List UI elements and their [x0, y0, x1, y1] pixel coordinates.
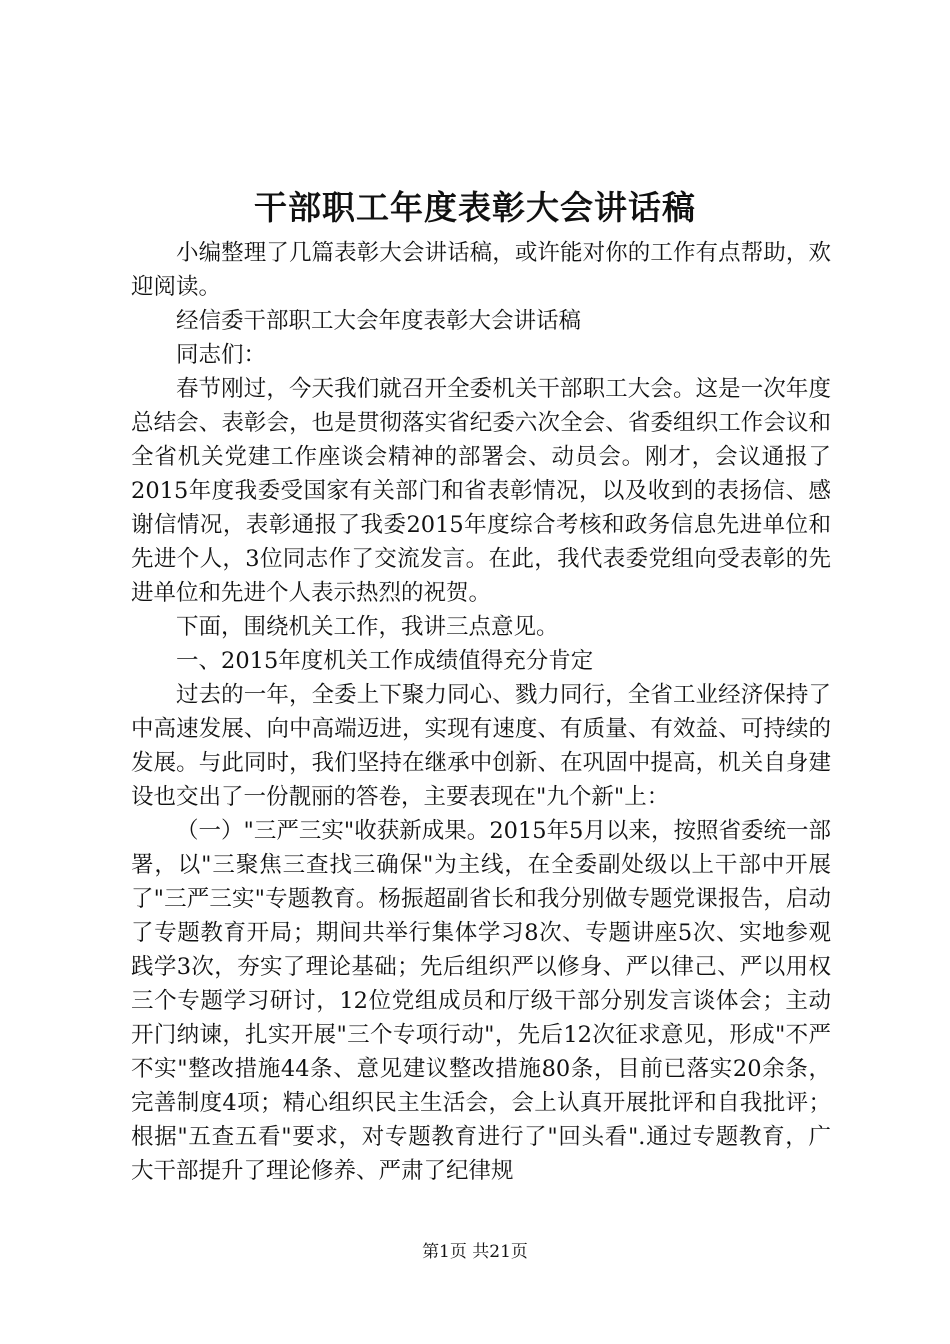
document-body	[131, 236, 831, 1188]
salutation: 同志们：	[176, 342, 267, 368]
speech-heading: 经信委干部职工大会年度表彰大会讲话稿	[176, 308, 582, 334]
body-paragraph: 春节刚过，今天我们就召开全委机关干部职工大会。这是一次年度总结会、表彰会，也是贯彻落实省纪委六次全会、省委组织工作会议和全省机关党建工作座谈会精神的部署会、动员会。刚才，会议通报了2015年度我委受国家有关部门和省表彰情况，以及收到的表扬信、感谢信情况，表彰通报了我委2015年度综合考核和政务信息先进单位和先进个人，3位同志作了交流发言。在此，我代表委党组向受表彰的先进单位和先进个人表示热烈的祝贺。	[131, 376, 831, 606]
page-number-footer: 第1页 共21页	[422, 1242, 528, 1262]
body-paragraph: 过去的一年，全委上下聚力同心、戮力同行，全省工业经济保持了中高速发展、向中高端迈进，实现有速度、有质量、有效益、可持续的发展。与此同时，我们坚持在继承中创新、在巩固中提高，机关自身建设也交出了一份靓丽的答卷，主要表现在"九个新"上：	[131, 682, 831, 810]
section-heading: 一、2015年度机关工作成绩值得充分肯定	[176, 648, 594, 674]
body-paragraph: 下面，围绕机关工作，我讲三点意见。	[176, 614, 559, 640]
intro-paragraph: 小编整理了几篇表彰大会讲话稿，或许能对你的工作有点帮助，欢迎阅读。	[131, 240, 831, 300]
document-title: 干部职工年度表彰大会讲话稿	[254, 188, 696, 227]
body-paragraph: （一）"三严三实"收获新成果。2015年5月以来，按照省委统一部署，以"三聚焦三查找三确保"为主线，在全委副处级以上干部中开展了"三严三实"专题教育。杨振超副省长和我分别做专题党课报告，启动了专题教育开局；期间共举行集体学习8次、专题讲座5次、实地参观践学3次，夯实了理论基础；先后组织严以修身、严以律己、严以用权三个专题学习研讨，12位党组成员和厅级干部分别发言谈体会；主动开门纳谏，扎实开展"三个专项行动"，先后12次征求意见，形成"不严不实"整改措施44条、意见建议整改措施80条，目前已落实20余条，完善制度4项；精心组织民主生活会，会上认真开展批评和自我批评；根据"五查五看"要求，对专题教育进行了"回头看".通过专题教育，广大干部提升了理论修养、严肃了纪律规	[131, 818, 831, 1184]
